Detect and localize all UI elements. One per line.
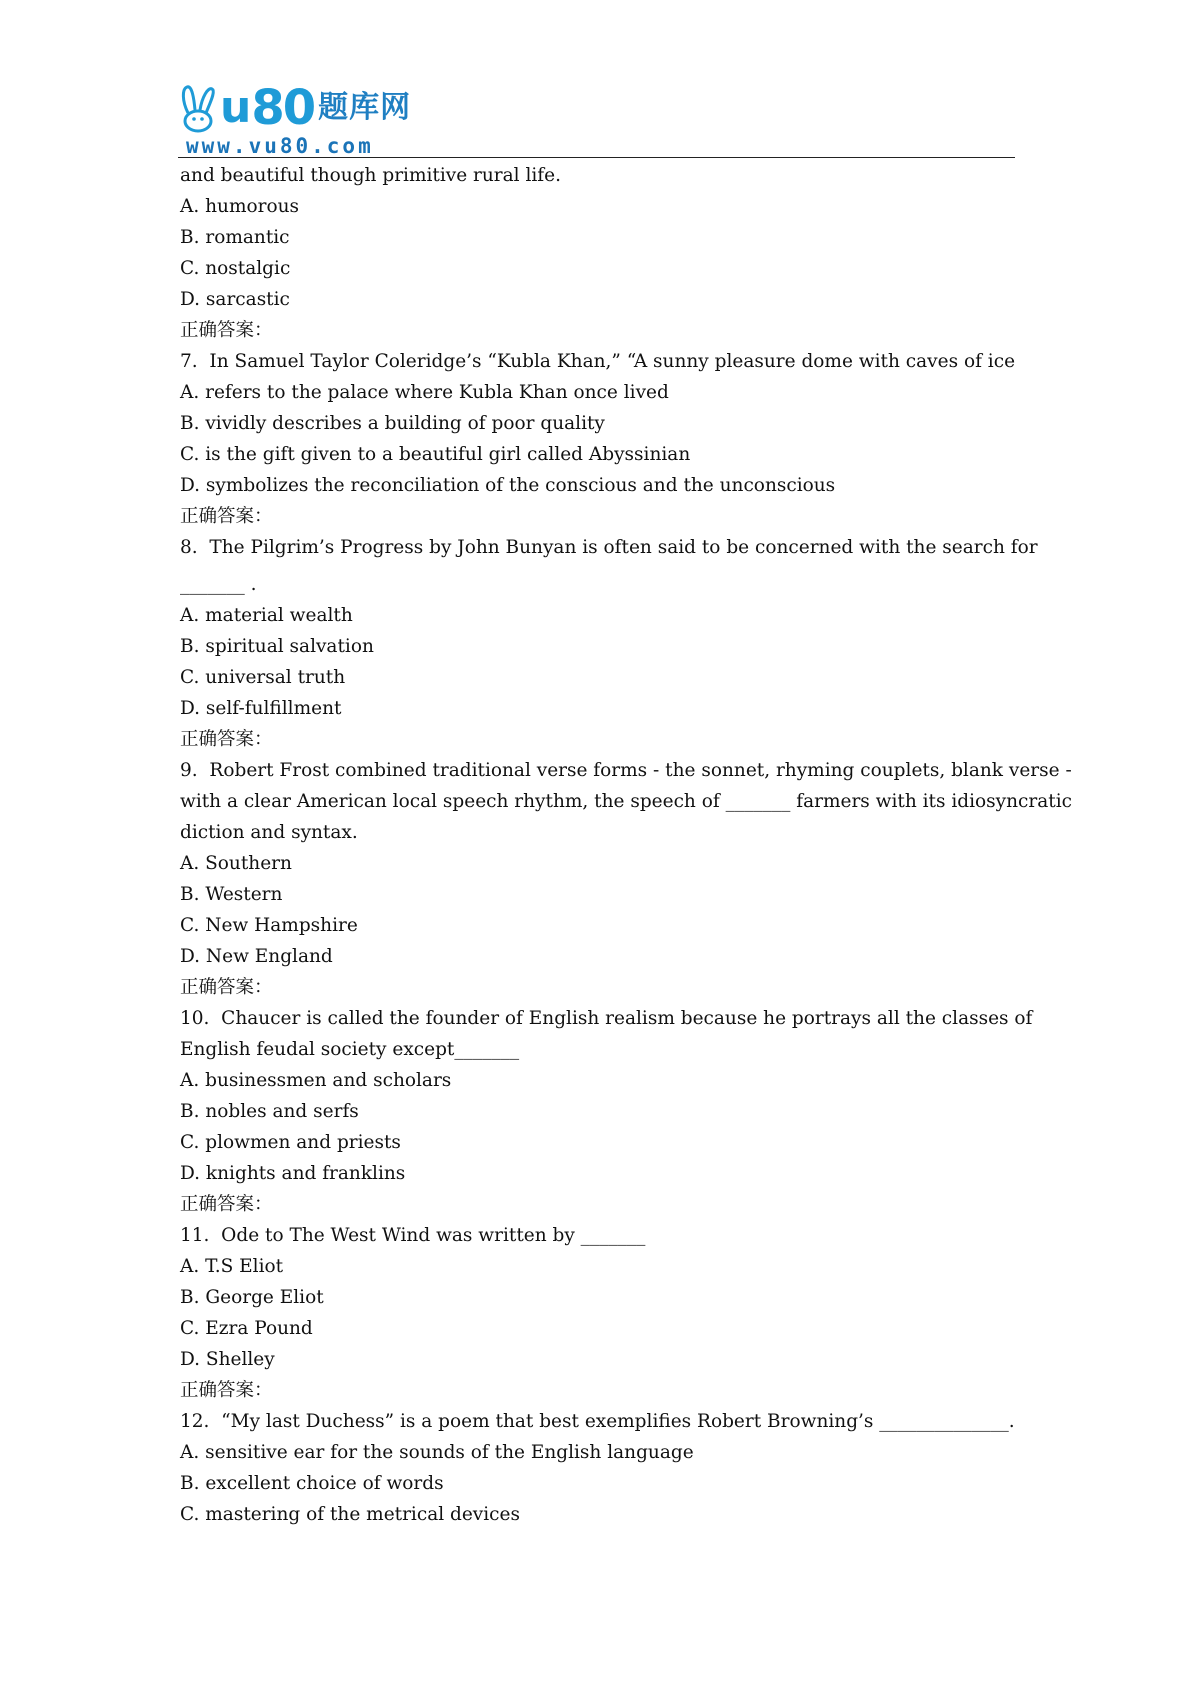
bunny-icon: [178, 83, 224, 133]
option-line: D. knights and franklins: [180, 1163, 406, 1184]
question-line: 9. Robert Frost combined traditional verse forms - the sonnet, rhyming couplets, blank verse -: [180, 760, 1072, 781]
option-line: A. sensitive ear for the sounds of the English language: [180, 1442, 694, 1463]
option-line: A. material wealth: [180, 605, 353, 626]
option-line: C. mastering of the metrical devices: [180, 1504, 520, 1525]
text-line: and beautiful though primitive rural life.: [180, 165, 561, 186]
option-line: A. businessmen and scholars: [180, 1070, 452, 1091]
option-line: B. spiritual salvation: [180, 636, 374, 657]
logo-letter-u: u: [220, 82, 252, 133]
option-line: C. is the gift given to a beautiful girl called Abyssinian: [180, 444, 691, 465]
question-line: _______ .: [180, 574, 257, 595]
option-line: A. Southern: [180, 853, 292, 874]
logo-number: 80: [251, 80, 315, 136]
header-rule: [178, 157, 1015, 158]
option-line: D. self-fulfillment: [180, 698, 342, 719]
option-line: B. nobles and serfs: [180, 1101, 359, 1122]
answer-label: 正确答案：: [180, 729, 273, 750]
question-line: 8. The Pilgrim’s Progress by John Bunyan is often said to be concerned with the search for: [180, 537, 1038, 558]
answer-label: 正确答案：: [180, 1194, 273, 1215]
question-line: diction and syntax.: [180, 822, 358, 843]
option-line: A. refers to the palace where Kubla Khan once lived: [180, 382, 669, 403]
question-list: [180, 160, 1191, 1530]
option-line: A. T.S Eliot: [180, 1256, 284, 1277]
option-line: C. Ezra Pound: [180, 1318, 313, 1339]
option-line: B. Western: [180, 884, 283, 905]
logo-chinese-name: 题库网: [318, 90, 412, 125]
option-line: C. plowmen and priests: [180, 1132, 401, 1153]
question-line: English feudal society except_______: [180, 1039, 520, 1060]
answer-label: 正确答案：: [180, 506, 273, 527]
option-line: D. sarcastic: [180, 289, 290, 310]
logo-url: www.vu80.com: [186, 134, 374, 158]
question-line: with a clear American local speech rhythm, the speech of _______ farmers with its idiosyncratic: [180, 791, 1072, 812]
option-line: C. nostalgic: [180, 258, 291, 279]
answer-label: 正确答案：: [180, 320, 273, 341]
option-line: B. George Eliot: [180, 1287, 324, 1308]
option-line: C. New Hampshire: [180, 915, 358, 936]
option-line: D. Shelley: [180, 1349, 275, 1370]
question-line: 7. In Samuel Taylor Coleridge’s “Kubla Khan,” “A sunny pleasure dome with caves of ice: [180, 351, 1016, 372]
option-line: D. New England: [180, 946, 333, 967]
question-line: 10. Chaucer is called the founder of English realism because he portrays all the classes of: [180, 1008, 1033, 1029]
option-line: B. excellent choice of words: [180, 1473, 444, 1494]
option-line: A. humorous: [180, 196, 300, 217]
option-line: B. vividly describes a building of poor quality: [180, 413, 605, 434]
answer-label: 正确答案：: [180, 1380, 273, 1401]
question-line: 12. “My last Duchess” is a poem that best exemplifies Robert Browning’s ______________.: [180, 1411, 1015, 1432]
answer-label: 正确答案：: [180, 977, 273, 998]
option-line: C. universal truth: [180, 667, 346, 688]
site-logo: [178, 82, 423, 160]
option-line: B. romantic: [180, 227, 290, 248]
option-line: D. symbolizes the reconciliation of the conscious and the unconscious: [180, 475, 836, 496]
question-line: 11. Ode to The West Wind was written by _______: [180, 1225, 646, 1246]
